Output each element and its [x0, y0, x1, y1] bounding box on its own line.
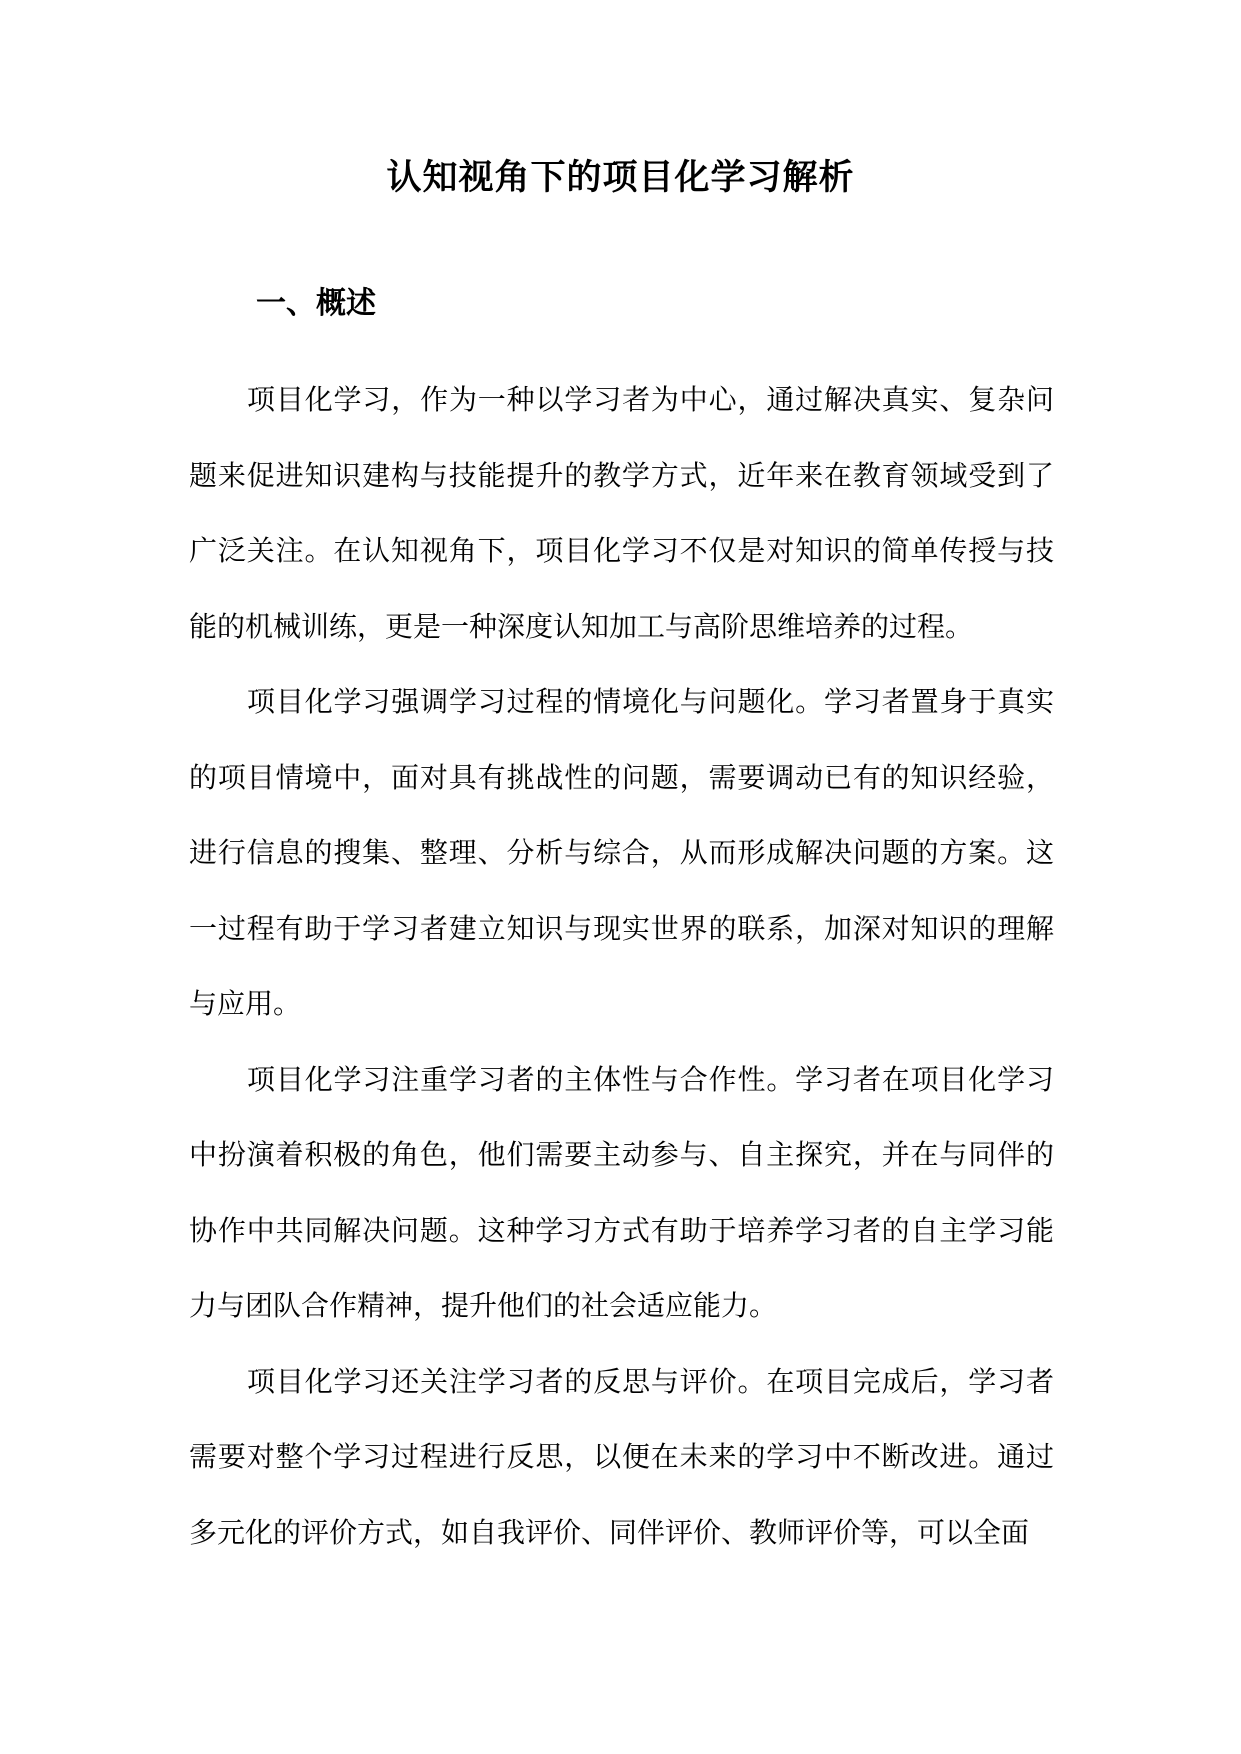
paragraph-reflection: 项目化学习还关注学习者的反思与评价。在项目完成后，学习者需要对整个学习过程进行反思，以便在未来的学习中不断改进。通过多元化的评价方式，如自我评价、同伴评价、教师评价等，可以全面	[189, 1364, 1054, 1549]
paragraph-situational: 项目化学习强调学习过程的情境化与问题化。学习者置身于真实的项目情境中，面对具有挑战性的问题，需要调动已有的知识经验，进行信息的搜集、整理、分析与综合，从而形成解决问题的方案。这一过程有助于学习者建立知识与现实世界的联系，加深对知识的理解与应用。	[189, 685, 1054, 1020]
section-heading: 一、概述	[256, 286, 376, 321]
paragraph-collaboration: 项目化学习注重学习者的主体性与合作性。学习者在项目化学习中扮演着积极的角色，他们需要主动参与、自主探究，并在与同伴的协作中共同解决问题。这种学习方式有助于培养学习者的自主学习能力与团队合作精神，提升他们的社会适应能力。	[189, 1062, 1054, 1322]
body-text	[189, 362, 1054, 1570]
paragraph-intro: 项目化学习，作为一种以学习者为中心，通过解决真实、复杂问题来促进知识建构与技能提升的教学方式，近年来在教育领域受到了广泛关注。在认知视角下，项目化学习不仅是对知识的简单传授与技能的机械训练，更是一种深度认知加工与高阶思维培养的过程。	[189, 383, 1054, 643]
document-title: 认知视角下的项目化学习解析	[386, 158, 855, 198]
